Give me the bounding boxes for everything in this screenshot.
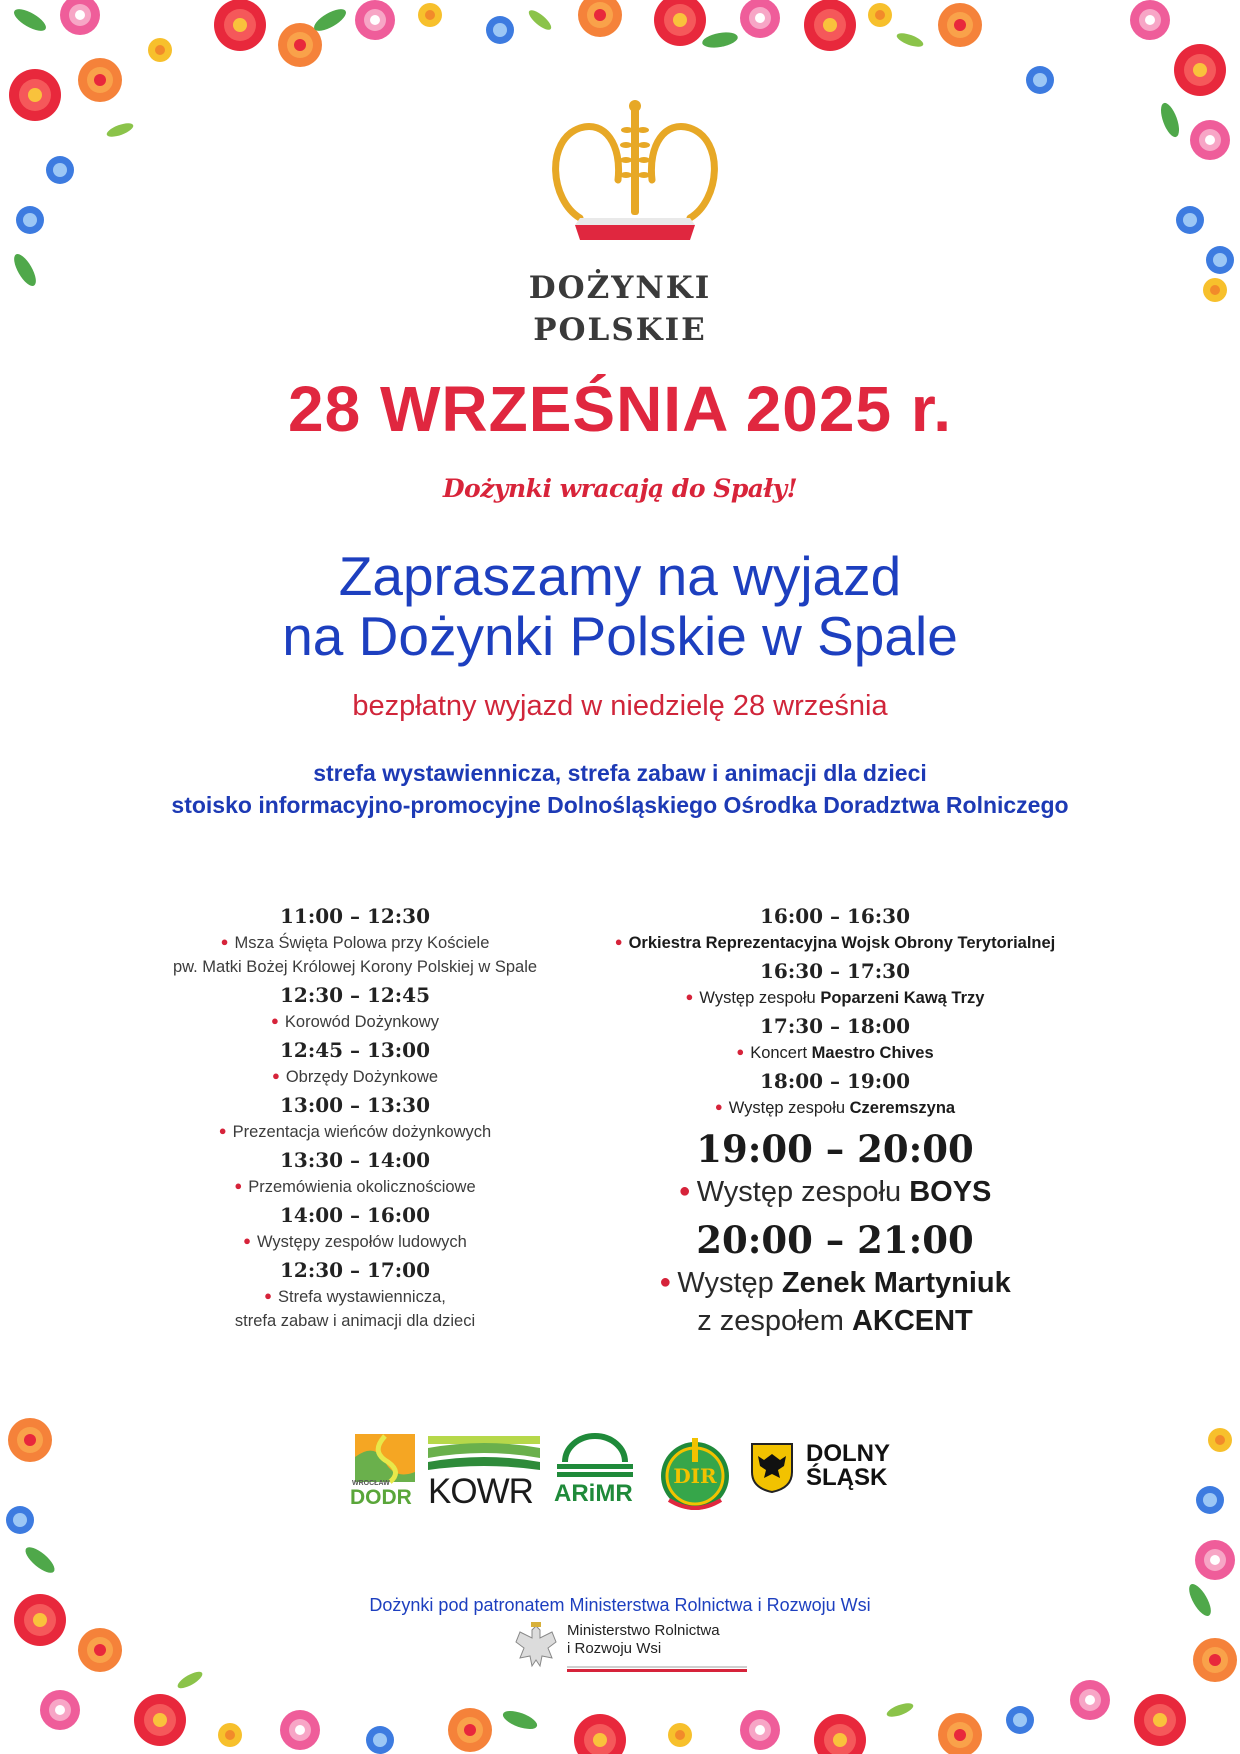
arimr-label: ARiMR [554,1480,633,1507]
dir-logo [655,1434,735,1514]
event-date: 28 WRZEŚNIA 2025 r. [288,373,952,445]
schedule-item [590,1068,1080,1120]
invite-heading-line1: Zapraszamy na wyjazd [338,545,902,607]
schedule-time: 19:00 – 20:00 [696,1127,974,1171]
dolny-slask-logo [750,1442,915,1512]
schedule-left-column [140,900,570,1333]
schedule-item [140,982,570,1034]
schedule-time: 18:00 – 19:00 [759,1069,911,1093]
invite-heading-line2: na Dożynki Polskie w Spale [282,605,958,667]
kowr-label: KOWR [428,1472,533,1511]
white-eagle-emblem-icon [512,1620,560,1674]
dozynki-crown-logo [540,100,730,270]
schedule-time: 12:30 – 12:45 [279,983,431,1007]
schedule-event: ● Koncert Maestro Chives [736,1044,934,1062]
schedule-item-headliner [590,1126,1080,1211]
logo-title-line2: POLSKIE [533,312,707,348]
schedule-item [590,903,1080,955]
schedule-event: ● Przemówienia okolicznościowe [234,1178,476,1196]
bullet-icon: ● [659,1271,672,1293]
ministry-name-line1: Ministerstwo Rolnictwa [567,1622,720,1639]
schedule-right-column [590,900,1080,1340]
schedule-time: 11:00 – 12:30 [279,904,431,928]
schedule-event: ● Występy zespołów ludowych [243,1233,467,1251]
schedule-event: ● Prezentacja wieńców dożynkowych [218,1123,492,1141]
schedule-event: ● Msza Święta Polowa przy Kościele [220,934,490,952]
schedule-event: pw. Matki Bożej Królowej Korony Polskiej w Spale [172,958,538,976]
bullet-icon: ● [271,1068,280,1083]
schedule-item [140,1037,570,1089]
schedule-item [140,1092,570,1144]
schedule-item [140,1147,570,1199]
schedule-event: ● Występ zespołu Poparzeni Kawą Trzy [685,989,985,1007]
zones-line1: strefa wystawiennicza, strefa zabaw i animacji dla dzieci [313,760,927,786]
ministry-name-line2: i Rozwoju Wsi [567,1640,662,1657]
dodr-label: DODR [350,1486,412,1509]
zones-line2: stoisko informacyjno-promocyjne Dolnośląskiego Ośrodka Doradztwa Rolniczego [171,792,1069,818]
schedule-event: ● Strefa wystawiennicza, [264,1288,446,1306]
bullet-icon: ● [234,1178,243,1193]
schedule-event: z zespołem AKCENT [697,1305,973,1337]
patronage-note: Dożynki pod patronatem Ministerstwa Rolnictwa i Rozwoju Wsi [369,1595,871,1615]
schedule-event: ● Występ zespołu Czeremszyna [714,1099,956,1117]
schedule-time: 16:30 – 17:30 [759,959,911,983]
schedule-item-headliner [590,1217,1080,1340]
schedule-time: 12:45 – 13:00 [279,1038,431,1062]
dodr-logo-icon [350,1432,420,1484]
eagle-shield-icon [750,1442,794,1494]
schedule-time: 16:00 – 16:30 [759,904,911,928]
dodr-logo [350,1432,420,1510]
schedule-event: ● Orkiestra Reprezentacyjna Wojsk Obrony Terytorialnej [614,934,1056,952]
schedule-item [140,1257,570,1333]
schedule-event: strefa zabaw i animacji dla dzieci [234,1312,476,1330]
dolny-label: DOLNY [806,1440,890,1467]
dir-label: DIR [673,1464,717,1488]
bullet-icon: ● [614,934,623,949]
schedule-event: ● Występ Zenek Martyniuk [659,1267,1011,1299]
schedule-event: ● Występ zespołu BOYS [678,1176,992,1208]
kowr-logo-icon [428,1436,540,1472]
bullet-icon: ● [685,989,694,1004]
schedule-time: 20:00 – 21:00 [696,1218,974,1262]
bullet-icon: ● [218,1123,227,1138]
schedule-item [140,1202,570,1254]
bullet-icon: ● [714,1099,723,1114]
schedule-time: 13:30 – 14:00 [279,1148,431,1172]
arimr-logo-icon [552,1432,638,1480]
schedule-event: ● Obrzędy Dożynkowe [271,1068,439,1086]
schedule-time: 13:00 – 13:30 [279,1093,431,1117]
dodr-sublabel: WROCŁAW [352,1480,390,1487]
bullet-icon: ● [243,1233,251,1248]
flag-stripe-red [567,1669,747,1672]
schedule-item [590,1013,1080,1065]
kowr-logo [428,1436,543,1516]
partner-logos [340,1432,920,1522]
slask-label: ŚLĄSK [806,1464,888,1491]
schedule-item [590,958,1080,1010]
schedule-event: ● Korowód Dożynkowy [271,1013,439,1031]
ministry-logo [512,1620,752,1680]
arimr-logo [552,1432,642,1512]
free-trip-note: bezpłatny wyjazd w niedzielę 28 września [352,690,888,722]
schedule-time: 14:00 – 16:00 [279,1203,431,1227]
logo-title-line1: DOŻYNKI [528,270,712,306]
schedule-item [140,903,570,979]
bullet-icon: ● [736,1044,745,1059]
slogan: Dożynki wracają do Spały! [442,474,798,503]
bullet-icon: ● [678,1180,691,1202]
flag-stripe-white [567,1666,747,1668]
schedule-time: 12:30 – 17:00 [279,1258,431,1282]
bullet-icon: ● [271,1013,279,1028]
schedule-time: 17:30 – 18:00 [759,1014,911,1038]
bullet-icon: ● [220,934,229,949]
bullet-icon: ● [264,1288,273,1303]
